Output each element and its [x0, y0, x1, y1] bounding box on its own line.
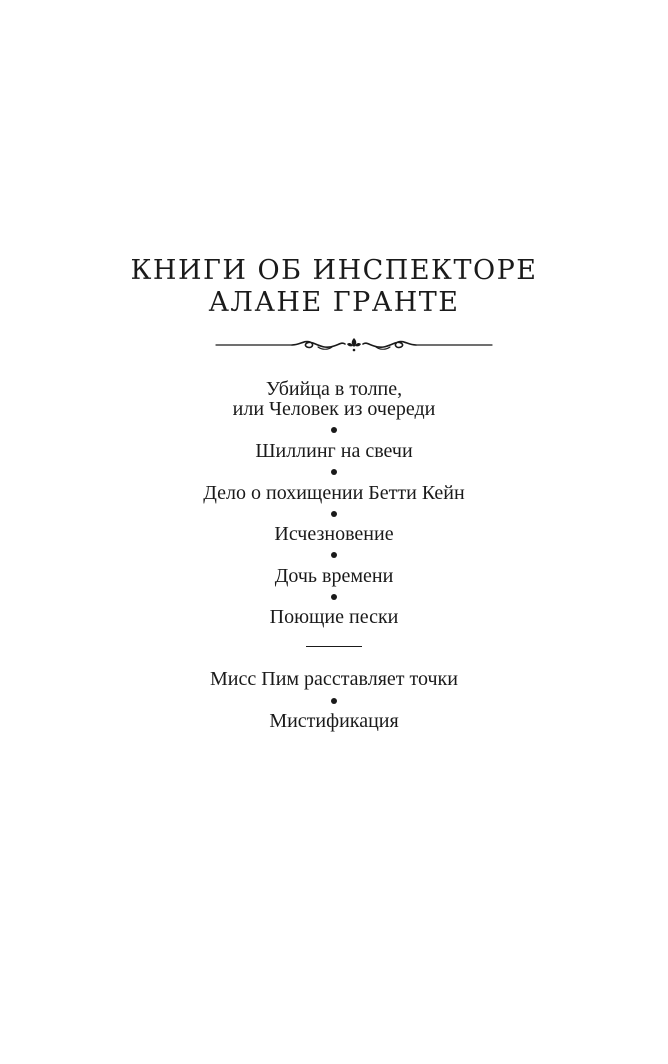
- book-title-1-line-1: Убийца в толпе,: [265, 378, 403, 400]
- bullet-separator: [331, 698, 337, 704]
- page-title-line-2: АЛАНЕ ГРАНТЕ: [208, 287, 460, 318]
- flourish-ornament-icon: [214, 334, 494, 356]
- bullet-separator: [331, 552, 337, 558]
- book-title-8: Мистификация: [269, 710, 399, 732]
- bullet-separator: [331, 511, 337, 517]
- book-title-1-line-2: или Человек из очереди: [232, 398, 436, 420]
- bullet-separator: [331, 427, 337, 433]
- page-title-line-1: КНИГИ ОБ ИНСПЕКТОРЕ: [130, 255, 538, 286]
- book-title-3: Дело о похищении Бетти Кейн: [203, 482, 465, 504]
- book-title-5: Дочь времени: [274, 565, 394, 587]
- book-title-6: Поющие пески: [269, 606, 399, 628]
- bullet-separator: [331, 469, 337, 475]
- section-divider: [306, 646, 362, 647]
- book-title-2: Шиллинг на свечи: [255, 440, 413, 462]
- bullet-separator: [331, 594, 337, 600]
- book-title-4: Исчезновение: [274, 523, 394, 545]
- book-title-7: Мисс Пим расставляет точки: [210, 668, 458, 690]
